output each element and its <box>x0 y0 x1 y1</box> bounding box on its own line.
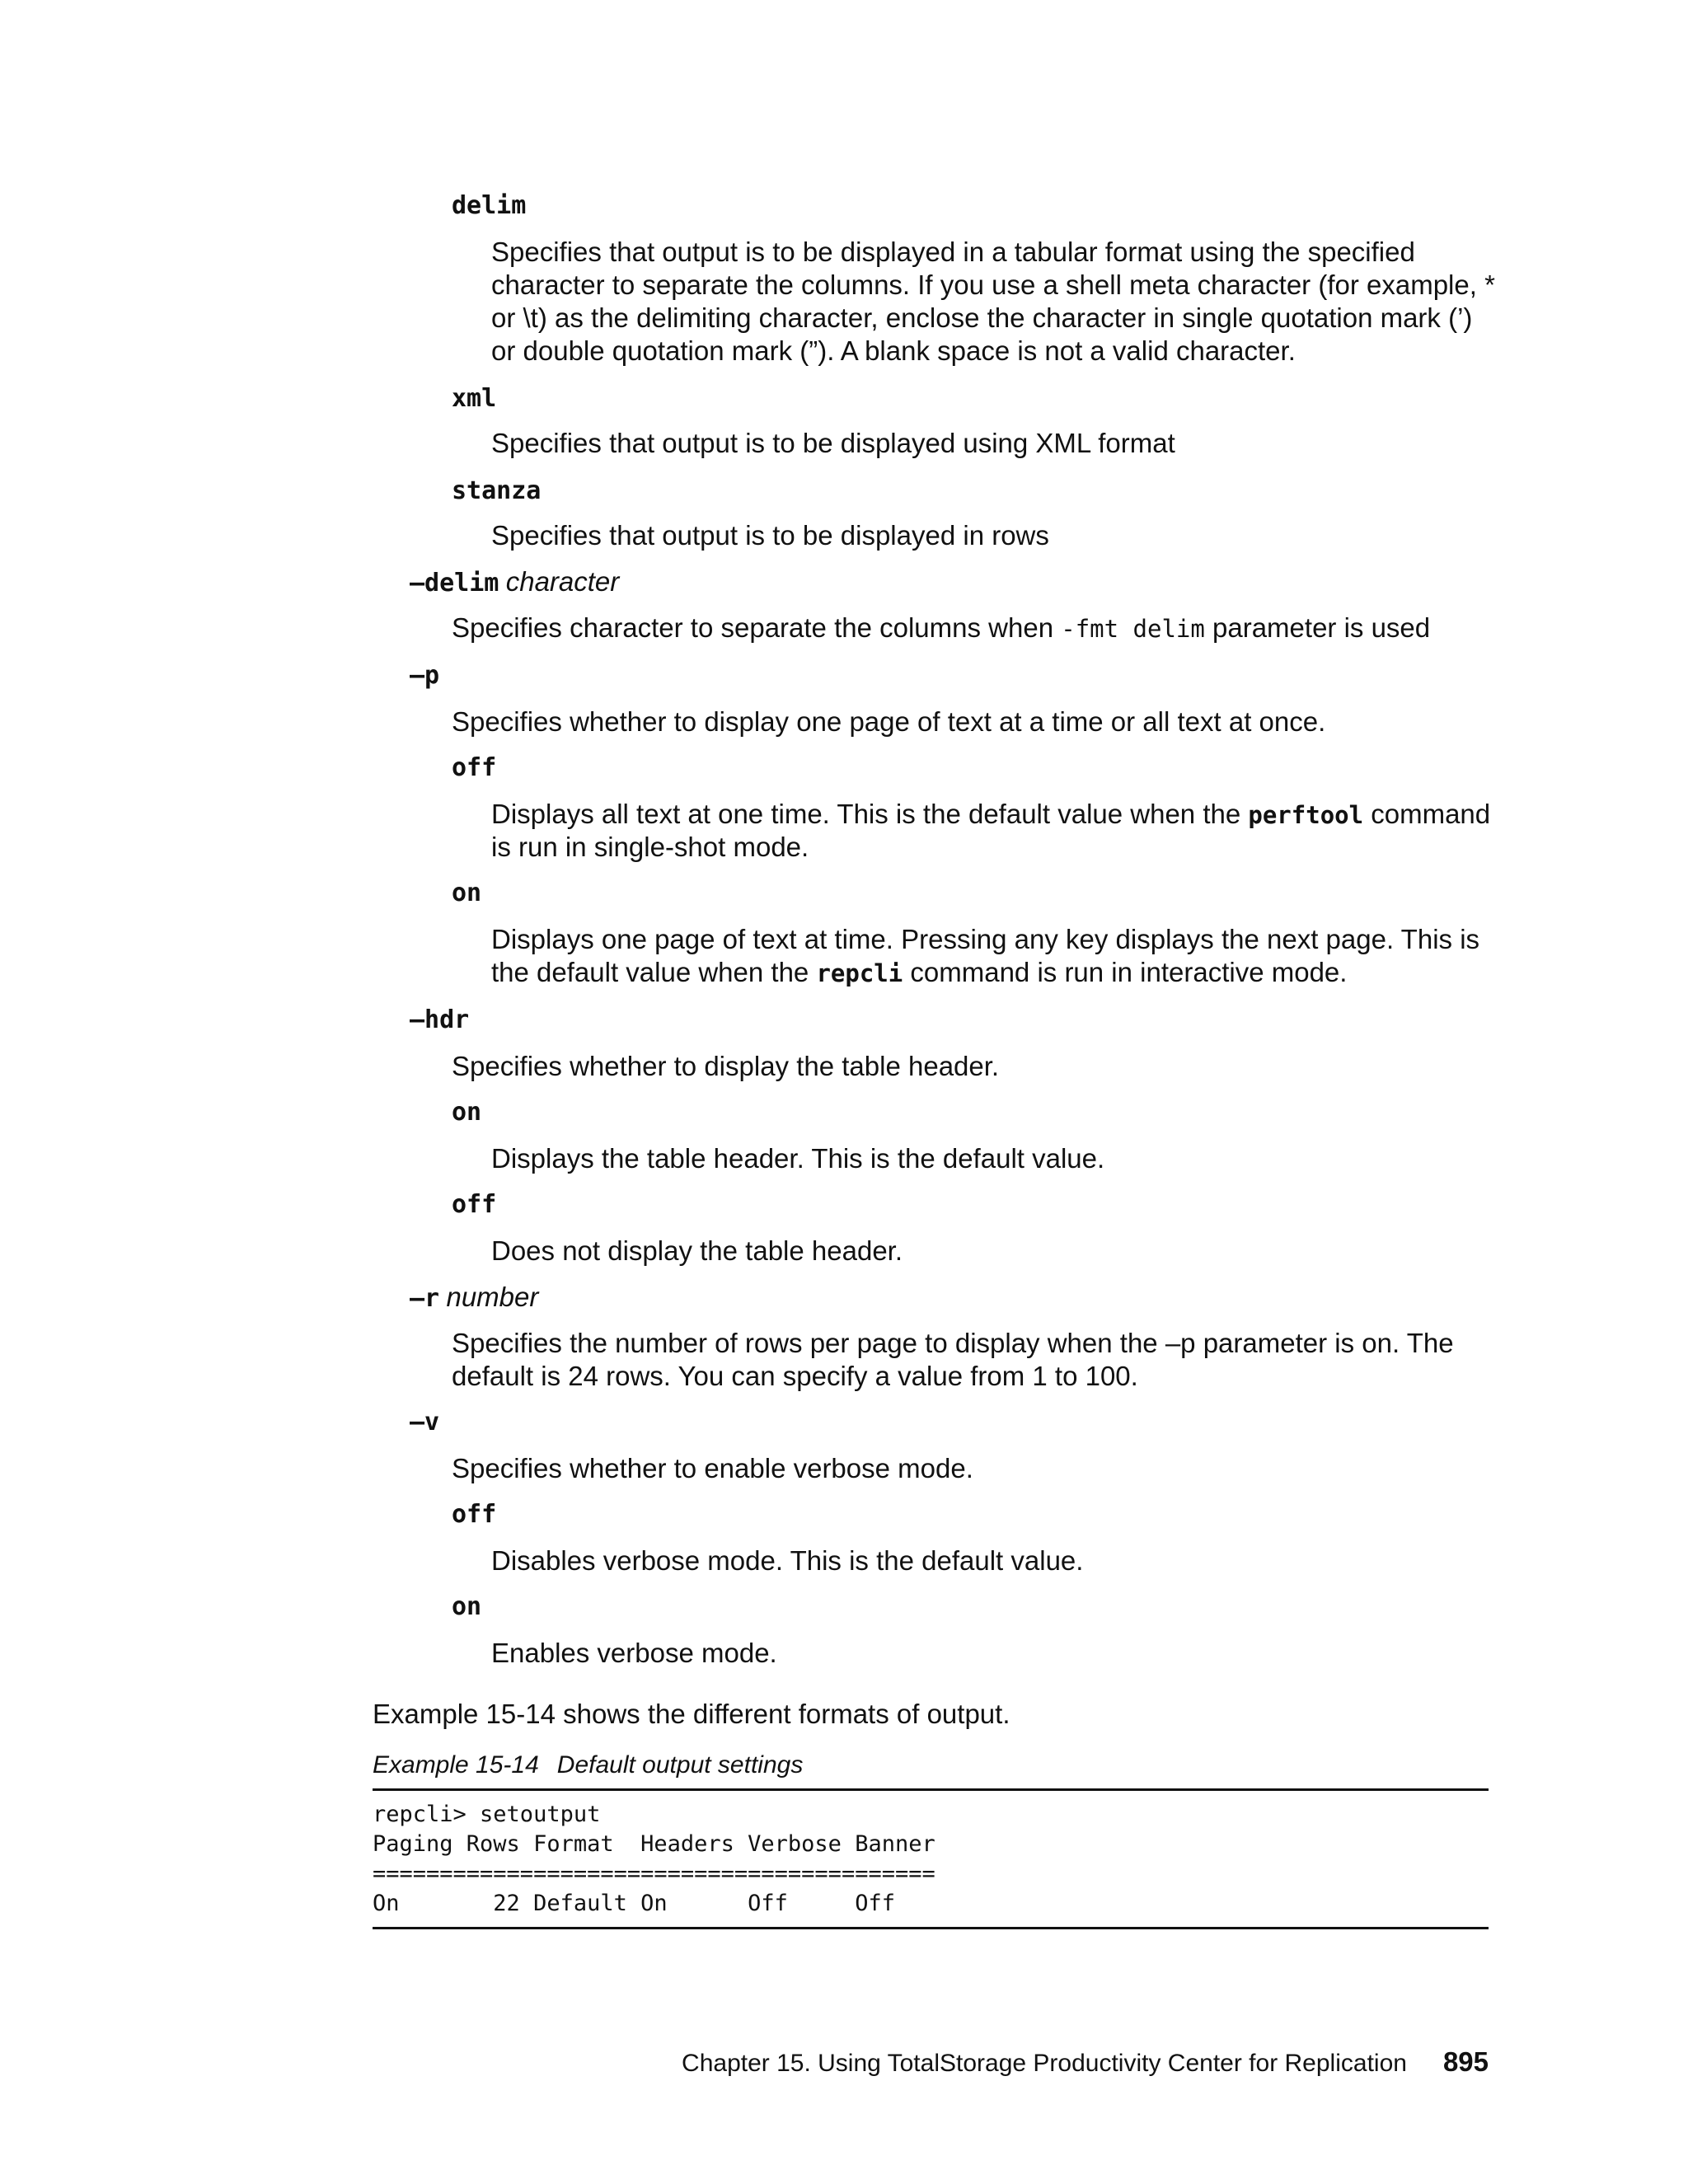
term-p-off: off <box>452 753 497 782</box>
term-delim: delim <box>452 191 527 220</box>
desc-p-on-text-a: the default value when the <box>491 957 817 987</box>
desc-delim-line1: Specifies that output is to be displayed in a tabular format using the specified <box>491 237 1415 267</box>
term-p: –p <box>410 661 440 690</box>
example-intro: Example 15-14 shows the different formats of output. <box>373 1699 1010 1729</box>
example-caption <box>373 1749 803 1782</box>
desc-p-off-code: perftool <box>1248 801 1364 829</box>
example-top-rule <box>373 1788 1489 1791</box>
desc-hdr-on: Displays the table header. This is the default value. <box>491 1143 1105 1174</box>
desc-delim-option-text-b: parameter is used <box>1204 612 1431 643</box>
term-stanza: stanza <box>452 476 542 505</box>
term-r-flag: –r <box>410 1284 440 1313</box>
desc-v: Specifies whether to enable verbose mode. <box>452 1453 973 1483</box>
desc-p-on-code: repcli <box>816 959 903 987</box>
desc-stanza: Specifies that output is to be displayed in rows <box>491 520 1049 551</box>
desc-r-line1: Specifies the number of rows per page to display when the –p parameter is on. The <box>452 1328 1454 1358</box>
desc-p-off-text-b: command <box>1363 799 1491 829</box>
desc-p-off-line2: is run in single-shot mode. <box>491 832 809 862</box>
desc-p-off-line1 <box>491 798 1490 832</box>
term-hdr: –hdr <box>410 1005 470 1034</box>
term-delim-option <box>410 565 619 600</box>
term-r <box>410 1281 538 1315</box>
term-r-arg: number <box>446 1282 539 1312</box>
desc-p: Specifies whether to display one page of text at a time or all text at once. <box>452 706 1326 737</box>
example-label: Example 15-14 <box>373 1751 539 1779</box>
desc-p-off-text-a: Displays all text at one time. This is the default value when the <box>491 799 1249 829</box>
desc-delim-option-text-a: Specifies character to separate the columns when <box>452 612 1062 643</box>
term-v-off: off <box>452 1500 497 1529</box>
desc-delim-line2: character to separate the columns. If you use a shell meta character (for example, * <box>491 269 1495 300</box>
desc-delim-line4: or double quotation mark (”). A blank space is not a valid character. <box>491 335 1296 366</box>
desc-v-off: Disables verbose mode. This is the default value. <box>491 1545 1084 1576</box>
footer-chapter: Chapter 15. Using TotalStorage Productivity Center for Replication <box>682 2050 1407 2077</box>
term-xml: xml <box>452 384 497 413</box>
desc-r-line2: default is 24 rows. You can specify a value from 1 to 100. <box>452 1361 1138 1391</box>
desc-p-on-line1: Displays one page of text at time. Pressing any key displays the next page. This is <box>491 924 1480 954</box>
term-hdr-on: on <box>452 1098 482 1127</box>
desc-delim-line3: or \t) as the delimiting character, enclose the character in single quotation mark (’) <box>491 302 1473 333</box>
page-footer <box>682 2046 1489 2080</box>
term-v: –v <box>410 1408 440 1436</box>
desc-hdr-off: Does not display the table header. <box>491 1235 903 1266</box>
desc-delim-option <box>452 612 1430 645</box>
term-hdr-off: off <box>452 1190 497 1219</box>
example-code-block: repcli> setoutput Paging Rows Format Headers Verbose Banner ========================================== On 22 Default On Off Off <box>373 1802 935 1916</box>
desc-p-on-line2 <box>491 956 1347 990</box>
example-title: Default output settings <box>556 1751 804 1779</box>
desc-hdr: Specifies whether to display the table header. <box>452 1051 1000 1081</box>
desc-v-on: Enables verbose mode. <box>491 1638 777 1668</box>
term-delim-option-flag: –delim <box>410 569 499 598</box>
desc-p-on-text-b: command is run in interactive mode. <box>903 957 1348 987</box>
term-v-on: on <box>452 1592 482 1621</box>
page-number: 895 <box>1442 2046 1489 2077</box>
desc-delim-option-code: -fmt delim <box>1061 615 1205 643</box>
term-p-on: on <box>452 879 482 907</box>
desc-xml: Specifies that output is to be displayed using XML format <box>491 428 1175 458</box>
example-bottom-rule <box>373 1927 1489 1929</box>
term-delim-option-arg: character <box>505 566 620 597</box>
